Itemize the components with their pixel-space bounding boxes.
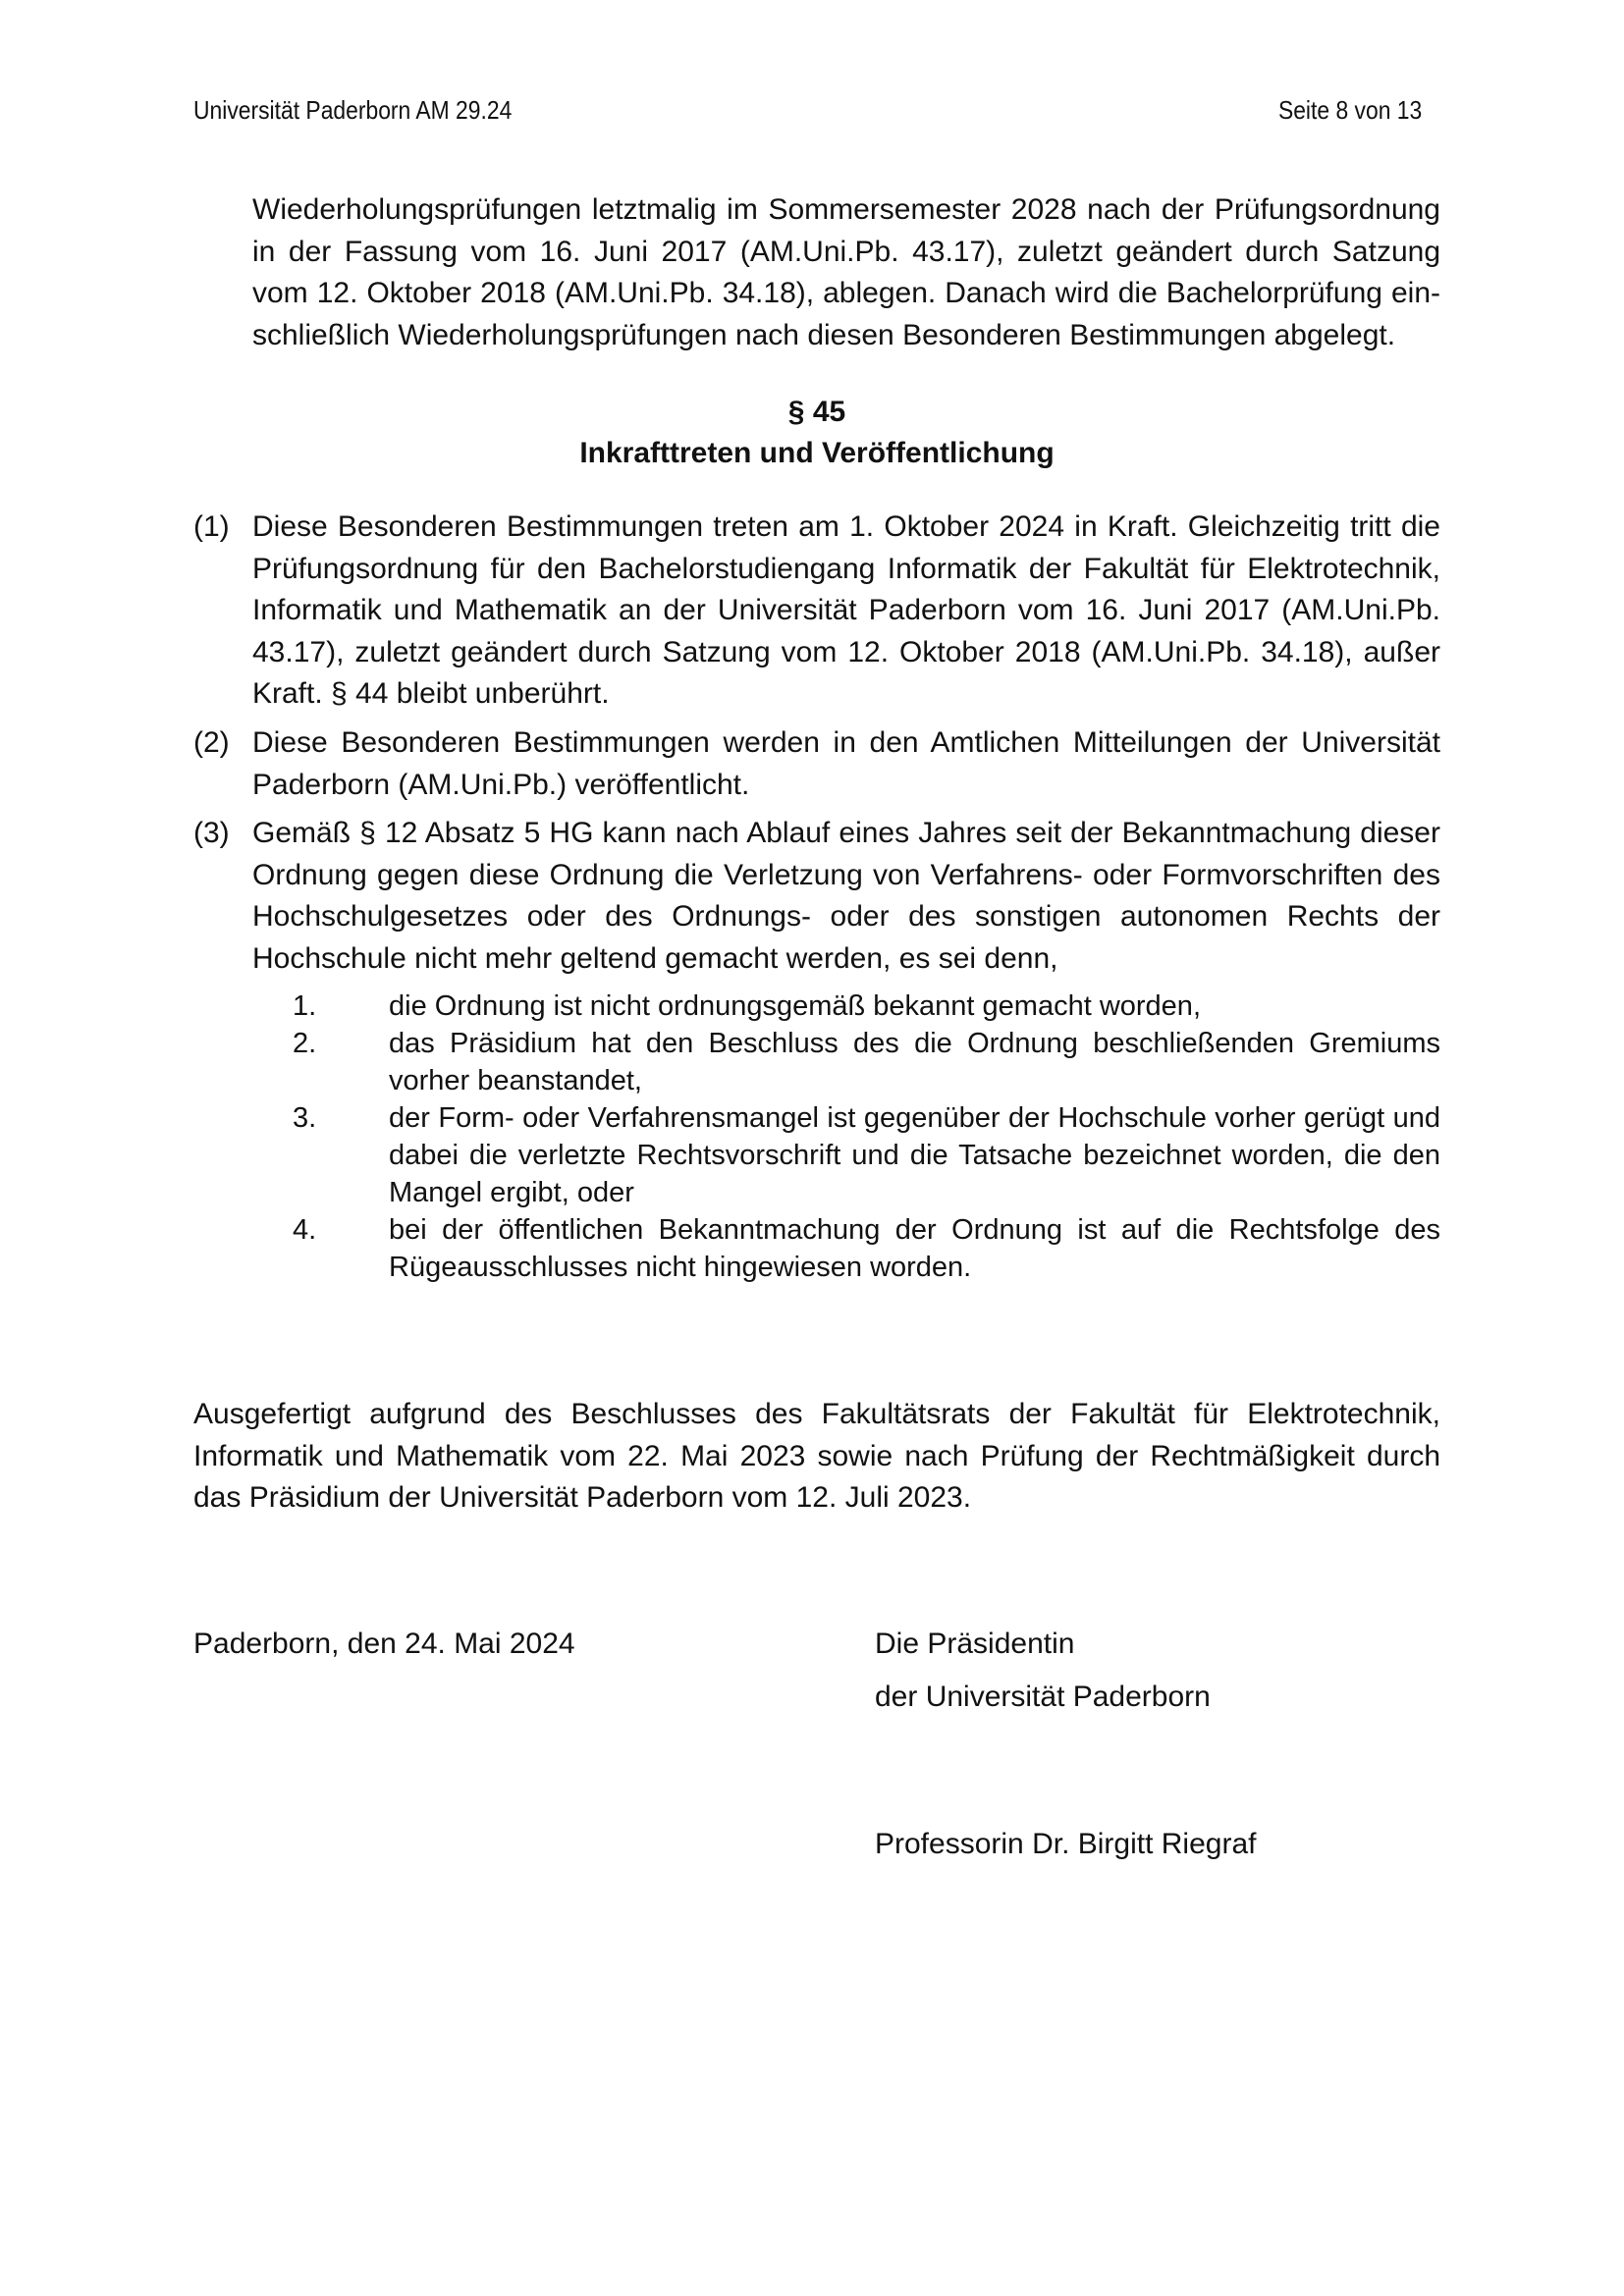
- sub-item-number: 1.: [293, 990, 317, 1022]
- item-text: Diese Besonderen Bestimmungen treten am 1. Oktober 2024 in Kraft. Gleichzeitig tritt die Prüfungsordnung für den Bachelorstudiengang Informatik der Fakultät für Elektrotechnik, Informatik und Mathematik an der Universität Paderborn vom 16. Juni 2017 (AM.Uni.Pb. 43.17), zuletzt geändert durch Satzung vom 12. Oktober 2018 (AM.Uni.Pb. 34.18), außer Kraft. § 44 bleibt unberührt.: [252, 510, 1440, 710]
- item-number: (2): [193, 726, 230, 759]
- item-text: Gemäß § 12 Absatz 5 HG kann nach Ablauf eines Jahres seit der Bekanntmachung dieser Ordnung gegen diese Ordnung die Verletzung von Verfahrens- oder Formvorschriften des Hochschulgesetzes oder des Ordnungs- oder des sonstigen autonomen Rechts der Hochschule nicht mehr geltend gemacht werden, es sei denn,: [252, 817, 1440, 975]
- signatory-institution: der Universität Paderborn: [875, 1681, 1211, 1713]
- sub-item-number: 4.: [293, 1214, 317, 1246]
- item-text: Diese Besonderen Bestimmungen werden in den Amtlichen Mitteilungen der Universität Paderborn (AM.Uni.Pb.) veröffentlicht.: [252, 726, 1440, 801]
- item-number: (3): [193, 817, 230, 849]
- section-title: Inkrafttreten und Veröffentlichung: [579, 437, 1055, 469]
- sub-item-number: 3.: [293, 1102, 317, 1134]
- place-and-date: Paderborn, den 24. Mai 2024: [193, 1628, 575, 1660]
- header-page-number: Seite 8 von 13: [1277, 95, 1422, 125]
- item-number: (1): [193, 510, 230, 543]
- closing-paragraph: Ausgefertigt aufgrund des Beschlusses des Fakultätsrats der Fakultät für Elektrotechnik, Informatik und Mathematik vom 22. Mai 2023 sowie nach Prüfung der Rechtmäßigkeit durch das Präsidium der Universität Paderborn vom 12. Juli 2023.: [193, 1398, 1440, 1514]
- section-number: § 45: [787, 396, 846, 428]
- sub-item-text: die Ordnung ist nicht ordnungsgemäß bekannt gemacht worden,: [389, 990, 1201, 1022]
- continuation-paragraph: Wiederholungsprüfungen letztmalig im Sommersemester 2028 nach der Prüfungsordnung in der Fassung vom 16. Juni 2017 (AM.Uni.Pb. 43.17), zuletzt geändert durch Satzung vom 12. Oktober 2018 (AM.Uni.Pb. 34.18), ablegen. Danach wird die Bachelorprüfung ein-schließlich Wiederholungsprüfungen nach diesen Besonderen Bestimmungen abgelegt.: [252, 193, 1440, 351]
- sub-item-text: bei der öffentlichen Bekanntmachung der Ordnung ist auf die Rechtsfolge des Rügeausschlusses nicht hingewiesen worden.: [389, 1214, 1440, 1283]
- sub-item-text: das Präsidium hat den Beschluss des die Ordnung beschließenden Gremiums vorher beanstandet,: [389, 1028, 1440, 1096]
- sub-item-number: 2.: [293, 1028, 317, 1059]
- sub-item-text: der Form- oder Verfahrensmangel ist gegenüber der Hochschule vorher gerügt und dabei die verletzte Rechtsvorschrift und die Tatsache bezeichnet worden, die den Mangel ergibt, oder: [389, 1102, 1440, 1208]
- signatory-title: Die Präsidentin: [875, 1628, 1075, 1660]
- signatory-name: Professorin Dr. Birgitt Riegraf: [875, 1828, 1257, 1860]
- header-left: Universität Paderborn AM 29.24: [193, 95, 513, 125]
